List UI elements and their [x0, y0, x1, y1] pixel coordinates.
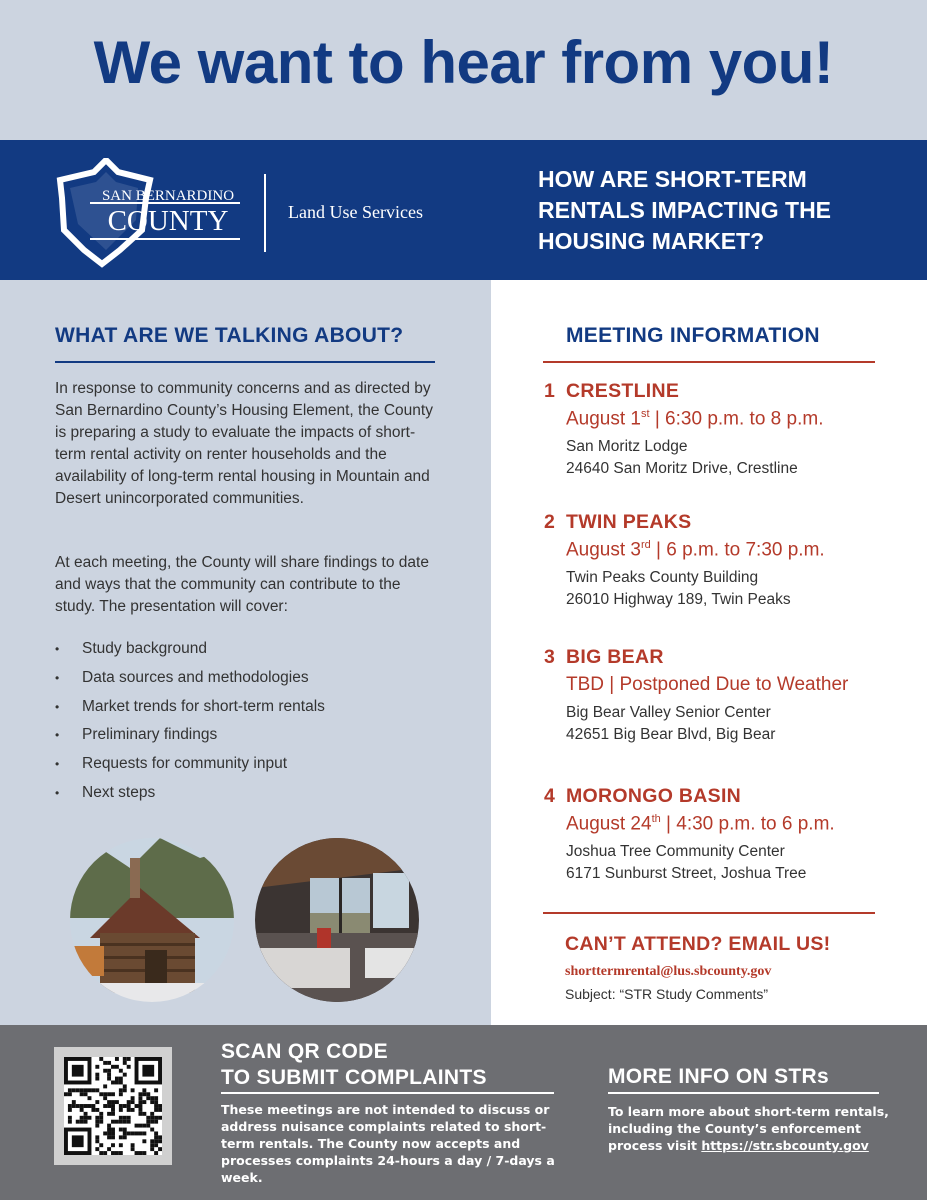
meeting-venue: Twin Peaks County Building 26010 Highway 189, Twin Peaks: [566, 569, 791, 609]
meeting-venue: Big Bear Valley Senior Center 42651 Big Bear Blvd, Big Bear: [566, 704, 776, 743]
meeting-number: 2: [544, 511, 556, 533]
list-item: • Market trends for short-term rentals: [55, 696, 325, 725]
cant-attend-heading: CAN’T ATTEND? EMAIL US!: [565, 933, 831, 955]
meeting-venue: Joshua Tree Community Center 6171 Sunburst Street, Joshua Tree: [566, 843, 807, 883]
list-item: • Study background: [55, 638, 325, 667]
meeting-rule: [543, 361, 875, 363]
email-rule: [543, 912, 875, 914]
qr-code[interactable]: [54, 1047, 172, 1165]
county-logo: [50, 158, 250, 268]
email-subject: Subject: “STR Study Comments”: [565, 986, 769, 1002]
header-question: HOW ARE SHORT-TERM RENTALS IMPACTING THE HOUSING MARKET?: [538, 166, 832, 254]
meeting-name: TWIN PEAKS: [566, 511, 692, 533]
header-band: [0, 140, 927, 280]
list-item: • Data sources and methodologies: [55, 667, 325, 696]
meeting-number: 3: [544, 646, 556, 668]
interior-photo: [255, 838, 419, 1002]
meeting-name: MORONGO BASIN: [566, 785, 742, 807]
footer: [0, 1025, 927, 1200]
about-rule: [55, 361, 435, 363]
meeting-number: 1: [544, 380, 556, 402]
meeting-date: August 24th | 4:30 p.m. to 6 p.m.: [566, 813, 835, 835]
meeting-date: August 3rd | 6 p.m. to 7:30 p.m.: [566, 539, 825, 561]
department-name: Land Use Services: [288, 202, 423, 222]
meeting-item-crestline: [544, 380, 904, 480]
top-banner: [0, 0, 927, 140]
email-link[interactable]: shorttermrental@lus.sbcounty.gov: [565, 964, 772, 979]
qr-code-icon: [64, 1057, 162, 1155]
page-headline: We want to hear from you!: [93, 29, 834, 96]
logo-line-2: COUNTY: [107, 205, 229, 237]
logo-line-1: SAN BERNARDINO: [101, 188, 235, 204]
meeting-panel: [491, 280, 927, 1025]
scan-heading: SCAN QR CODE TO SUBMIT COMPLAINTS: [221, 1040, 487, 1089]
more-info-rule: [608, 1092, 879, 1094]
about-paragraph-2: At each meeting, the County will share findings to date and ways that the community can contribute to the study. The presentation will cover:: [55, 554, 429, 615]
more-info-text: To learn more about short-term rentals, including the County’s enforcement process visit https://str.sbcounty.gov: [608, 1104, 889, 1153]
topic-list: [55, 638, 325, 811]
str-website-link[interactable]: https://str.sbcounty.gov: [701, 1138, 869, 1153]
about-heading: WHAT ARE WE TALKING ABOUT?: [55, 324, 404, 347]
meeting-name: CRESTLINE: [566, 380, 680, 402]
cabin-photo: [70, 838, 234, 1002]
meeting-item-morongo-basin: [544, 785, 904, 885]
list-item: • Next steps: [55, 782, 325, 811]
meeting-item-twin-peaks: [544, 511, 904, 611]
meeting-heading: MEETING INFORMATION: [566, 324, 820, 347]
meeting-date: August 1st | 6:30 p.m. to 8 p.m.: [566, 408, 824, 430]
meeting-item-big-bear: [544, 646, 904, 746]
list-item: • Preliminary findings: [55, 724, 325, 753]
more-info-heading: MORE INFO ON STRs: [608, 1065, 829, 1088]
meeting-number: 4: [544, 785, 556, 807]
meeting-name: BIG BEAR: [566, 646, 664, 668]
meeting-venue: San Moritz Lodge 24640 San Moritz Drive, Crestline: [566, 438, 798, 478]
about-paragraph-1: In response to community concerns and as directed by San Bernardino County’s Housing Element, the County is preparing a study to evaluate the impacts of short-term rental activity on renter households and the availability of long-term rental housing in Mountain and Desert unincorporated communities.: [55, 380, 433, 507]
about-panel: [0, 280, 491, 1025]
meeting-date: TBD | Postponed Due to Weather: [566, 674, 849, 695]
scan-rule: [221, 1092, 554, 1094]
logo-divider: [264, 174, 266, 252]
list-item: • Requests for community input: [55, 753, 325, 782]
scan-description: These meetings are not intended to discuss or address nuisance complaints related to short-term rentals. The County now accepts and processes complaints 24-hours a day / 7-days a week.: [221, 1102, 555, 1185]
